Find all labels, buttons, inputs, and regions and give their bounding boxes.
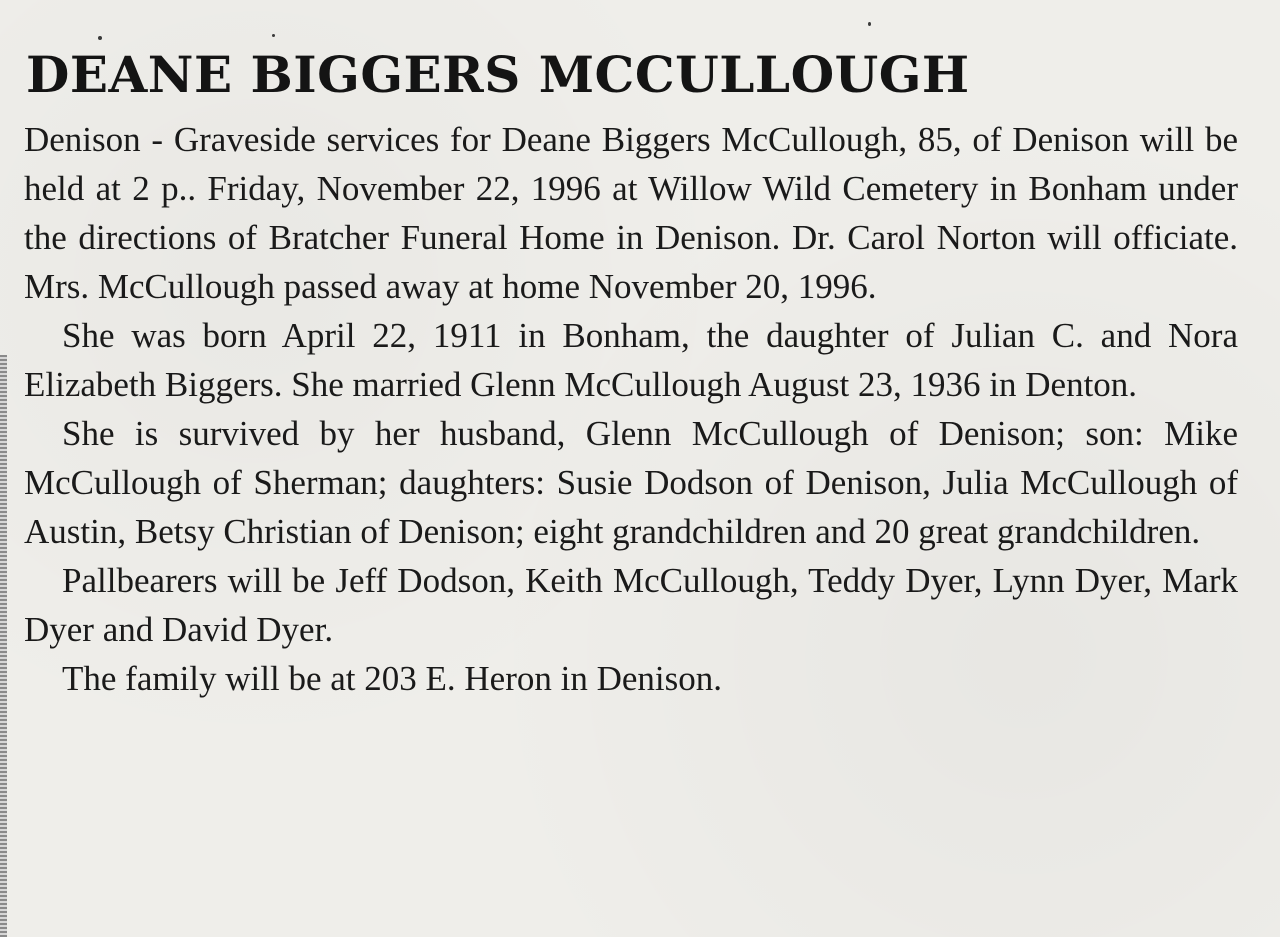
ink-speck [272,34,275,37]
obituary-body [24,115,1238,703]
ink-speck [868,22,871,26]
obituary-paragraph-family: The family will be at 203 E. Heron in Denison. [62,659,722,698]
obituary-paragraph-services: Denison - Graveside services for Deane Biggers McCullough, 85, of Denison will be held at 2 p.. Friday, November 22, 1996 at Willow Wild Cemetery in Bonham under the directions of Bratcher Funeral Home in Denison. Dr. Carol Norton will officiate. Mrs. McCullough passed away at home November 20, 1996. [24,120,1238,306]
obituary-paragraph-survivors: She is survived by her husband, Glenn McCullough of Denison; son: Mike McCullough of Sherman; daughters: Susie Dodson of Denison, Julia McCullough of Austin, Betsy Christian of Denison; eight grandchildren and 20 great grandchildren. [24,414,1238,551]
obituary-paragraph-pallbearers: Pallbearers will be Jeff Dodson, Keith McCullough, Teddy Dyer, Lynn Dyer, Mark Dyer and David Dyer. [24,561,1238,649]
obituary-headline: DEANE BIGGERS MCCULLOUGH [26,45,970,104]
scan-edge-border [0,355,7,937]
obituary-paragraph-birth: She was born April 22, 1911 in Bonham, the daughter of Julian C. and Nora Elizabeth Biggers. She married Glenn McCullough August 23, 1936 in Denton. [24,316,1238,404]
